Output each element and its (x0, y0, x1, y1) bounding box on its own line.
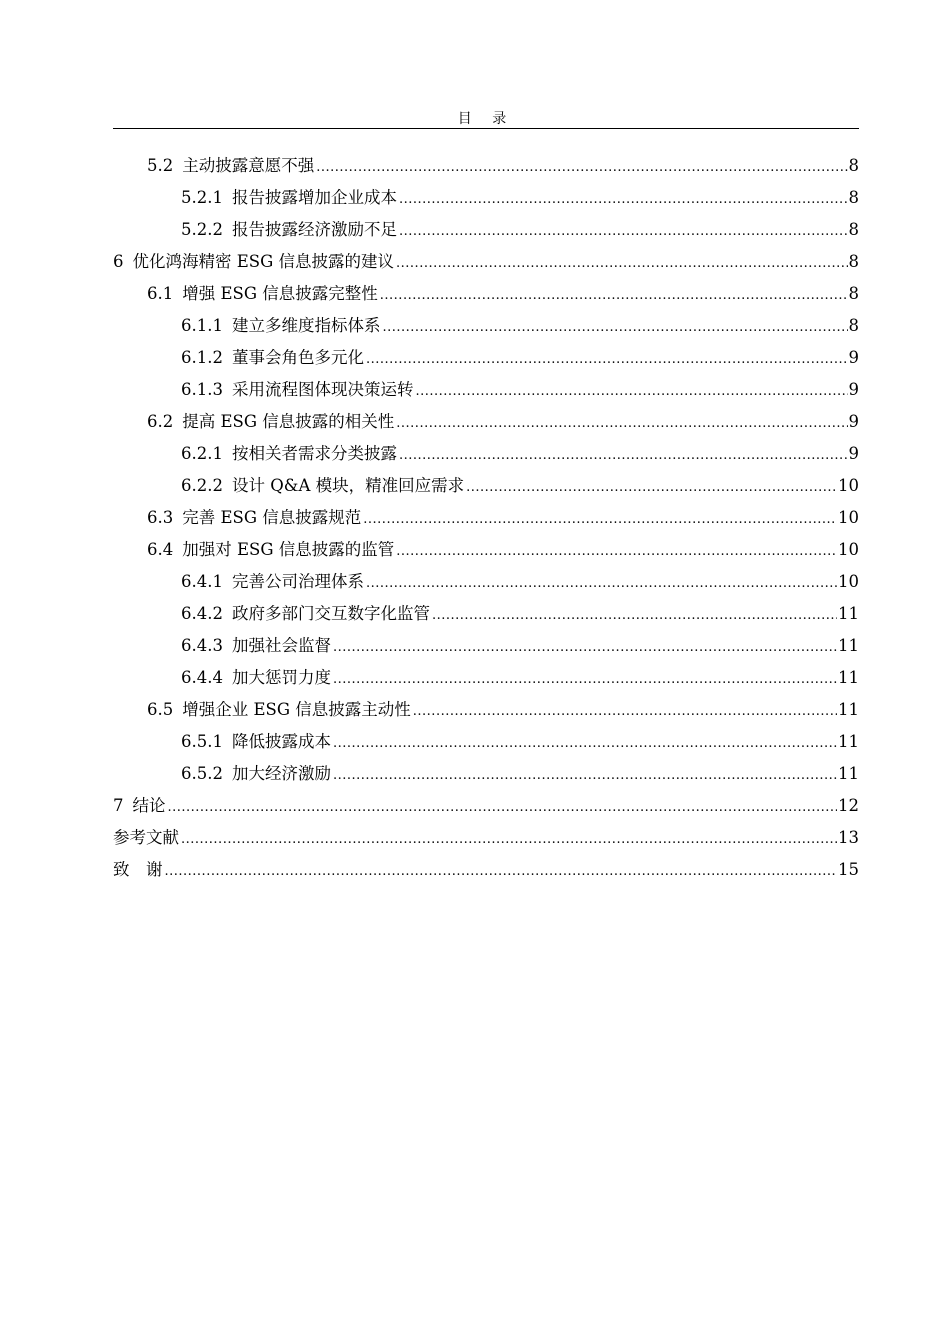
toc-dot-leader (181, 824, 837, 856)
toc-entry-number: 6.5.1 (181, 732, 223, 751)
toc-entry-page: 11 (838, 732, 859, 751)
toc-dot-leader (366, 344, 848, 376)
toc-entry-title: 结论 (132, 796, 166, 815)
toc-entry[interactable] (113, 566, 859, 598)
toc-entry-page: 12 (838, 796, 859, 815)
toc-entry-title: 增强企业 ESG 信息披露主动性 (182, 700, 411, 719)
toc-dot-leader (366, 568, 837, 600)
toc-entry-title: 提高 ESG 信息披露的相关性 (182, 412, 395, 431)
toc-entry-number: 6.4.1 (181, 572, 223, 591)
toc-entry[interactable] (113, 438, 859, 470)
toc-entry[interactable] (113, 374, 859, 406)
toc-entry[interactable] (113, 502, 859, 534)
toc-entry-page: 8 (848, 156, 859, 175)
toc-entry-page: 11 (838, 700, 859, 719)
toc-entry-number: 6.1.3 (181, 380, 223, 399)
toc-entry-page: 10 (838, 508, 859, 527)
table-of-contents (113, 150, 859, 886)
toc-entry-title: 加强对 ESG 信息披露的监管 (182, 540, 395, 559)
toc-entry[interactable] (113, 822, 859, 854)
toc-entry-number: 7 (113, 796, 124, 815)
toc-entry-title: 加大经济激励 (231, 764, 331, 783)
toc-entry-page: 15 (838, 860, 859, 879)
toc-dot-leader (399, 184, 848, 216)
toc-entry-number: 6 (113, 252, 124, 271)
toc-dot-leader (413, 696, 837, 728)
toc-dot-leader (382, 312, 847, 344)
toc-entry[interactable] (113, 278, 859, 310)
toc-dot-leader (396, 536, 837, 568)
toc-entry-title: 增强 ESG 信息披露完整性 (182, 284, 378, 303)
toc-entry-number: 5.2 (147, 156, 174, 175)
toc-dot-leader (333, 664, 837, 696)
toc-entry-page: 11 (838, 668, 859, 687)
toc-dot-leader (466, 472, 837, 504)
toc-entry-page: 8 (848, 220, 859, 239)
toc-entry-number: 6.1 (147, 284, 174, 303)
toc-entry[interactable] (113, 854, 859, 886)
toc-entry-page: 8 (848, 188, 859, 207)
toc-entry-page: 9 (848, 412, 859, 431)
toc-entry-page: 9 (848, 444, 859, 463)
toc-dot-leader (399, 216, 848, 248)
toc-entry-page: 9 (848, 380, 859, 399)
toc-dot-leader (165, 856, 838, 888)
toc-entry[interactable] (113, 150, 859, 182)
toc-dot-leader (333, 760, 837, 792)
page-header-title: 目 录 (457, 111, 515, 127)
toc-entry-title: 采用流程图体现决策运转 (231, 380, 414, 399)
toc-dot-leader (168, 792, 838, 824)
toc-entry-title: 致 谢 (113, 860, 163, 879)
toc-entry-title: 建立多维度指标体系 (231, 316, 381, 335)
toc-entry-title: 降低披露成本 (231, 732, 331, 751)
toc-entry[interactable] (113, 598, 859, 630)
toc-entry-title: 按相关者需求分类披露 (231, 444, 397, 463)
toc-entry-title: 参考文献 (113, 828, 179, 847)
toc-entry[interactable] (113, 246, 859, 278)
toc-entry-title: 政府多部门交互数字化监管 (231, 604, 430, 623)
toc-entry-number: 5.2.1 (181, 188, 223, 207)
toc-entry-number: 5.2.2 (181, 220, 223, 239)
toc-entry-page: 13 (838, 828, 859, 847)
toc-entry-page: 8 (848, 252, 859, 271)
toc-entry[interactable] (113, 726, 859, 758)
toc-entry-page: 8 (848, 284, 859, 303)
toc-entry-title: 优化鸿海精密 ESG 信息披露的建议 (132, 252, 395, 271)
toc-entry-number: 6.5 (147, 700, 174, 719)
toc-entry-number: 6.2 (147, 412, 174, 431)
toc-dot-leader (316, 152, 847, 184)
toc-entry-number: 6.3 (147, 508, 174, 527)
toc-dot-leader (399, 440, 848, 472)
toc-entry-title: 加大惩罚力度 (231, 668, 331, 687)
toc-entry[interactable] (113, 662, 859, 694)
toc-entry-number: 6.4.3 (181, 636, 223, 655)
toc-entry[interactable] (113, 214, 859, 246)
toc-dot-leader (363, 504, 837, 536)
toc-entry-number: 6.1.2 (181, 348, 223, 367)
toc-entry-title: 加强社会监督 (231, 636, 331, 655)
toc-entry[interactable] (113, 182, 859, 214)
toc-dot-leader (432, 600, 837, 632)
toc-entry-number: 6.5.2 (181, 764, 223, 783)
toc-entry-title: 完善 ESG 信息披露规范 (182, 508, 362, 527)
toc-entry[interactable] (113, 758, 859, 790)
toc-entry-page: 10 (838, 540, 859, 559)
toc-dot-leader (415, 376, 847, 408)
toc-entry-page: 11 (838, 764, 859, 783)
toc-entry-title: 报告披露增加企业成本 (231, 188, 397, 207)
toc-entry-title: 完善公司治理体系 (231, 572, 364, 591)
toc-entry-number: 6.2.2 (181, 476, 223, 495)
toc-entry[interactable] (113, 406, 859, 438)
toc-entry-number: 6.2.1 (181, 444, 223, 463)
toc-entry-title: 董事会角色多元化 (231, 348, 364, 367)
toc-dot-leader (380, 280, 848, 312)
toc-dot-leader (333, 728, 837, 760)
toc-entry-page: 11 (838, 636, 859, 655)
toc-entry-number: 6.4.2 (181, 604, 223, 623)
toc-dot-leader (396, 408, 847, 440)
toc-entry[interactable] (113, 694, 859, 726)
toc-entry[interactable] (113, 342, 859, 374)
toc-entry-page: 10 (838, 572, 859, 591)
toc-entry-page: 8 (848, 316, 859, 335)
toc-entry[interactable] (113, 790, 859, 822)
header-rule (113, 128, 859, 129)
toc-entry[interactable] (113, 630, 859, 662)
toc-entry-page: 10 (838, 476, 859, 495)
toc-entry-page: 9 (848, 348, 859, 367)
toc-entry[interactable] (113, 534, 859, 566)
toc-entry[interactable] (113, 470, 859, 502)
toc-entry-title: 主动披露意愿不强 (182, 156, 315, 175)
toc-entry-number: 6.1.1 (181, 316, 223, 335)
toc-entry-number: 6.4.4 (181, 668, 223, 687)
toc-entry-number: 6.4 (147, 540, 174, 559)
toc-entry-title: 报告披露经济激励不足 (231, 220, 397, 239)
toc-entry[interactable] (113, 310, 859, 342)
toc-entry-page: 11 (838, 604, 859, 623)
toc-dot-leader (333, 632, 837, 664)
toc-dot-leader (396, 248, 847, 280)
toc-entry-title: 设计 Q&A 模块，精准回应需求 (231, 476, 465, 495)
